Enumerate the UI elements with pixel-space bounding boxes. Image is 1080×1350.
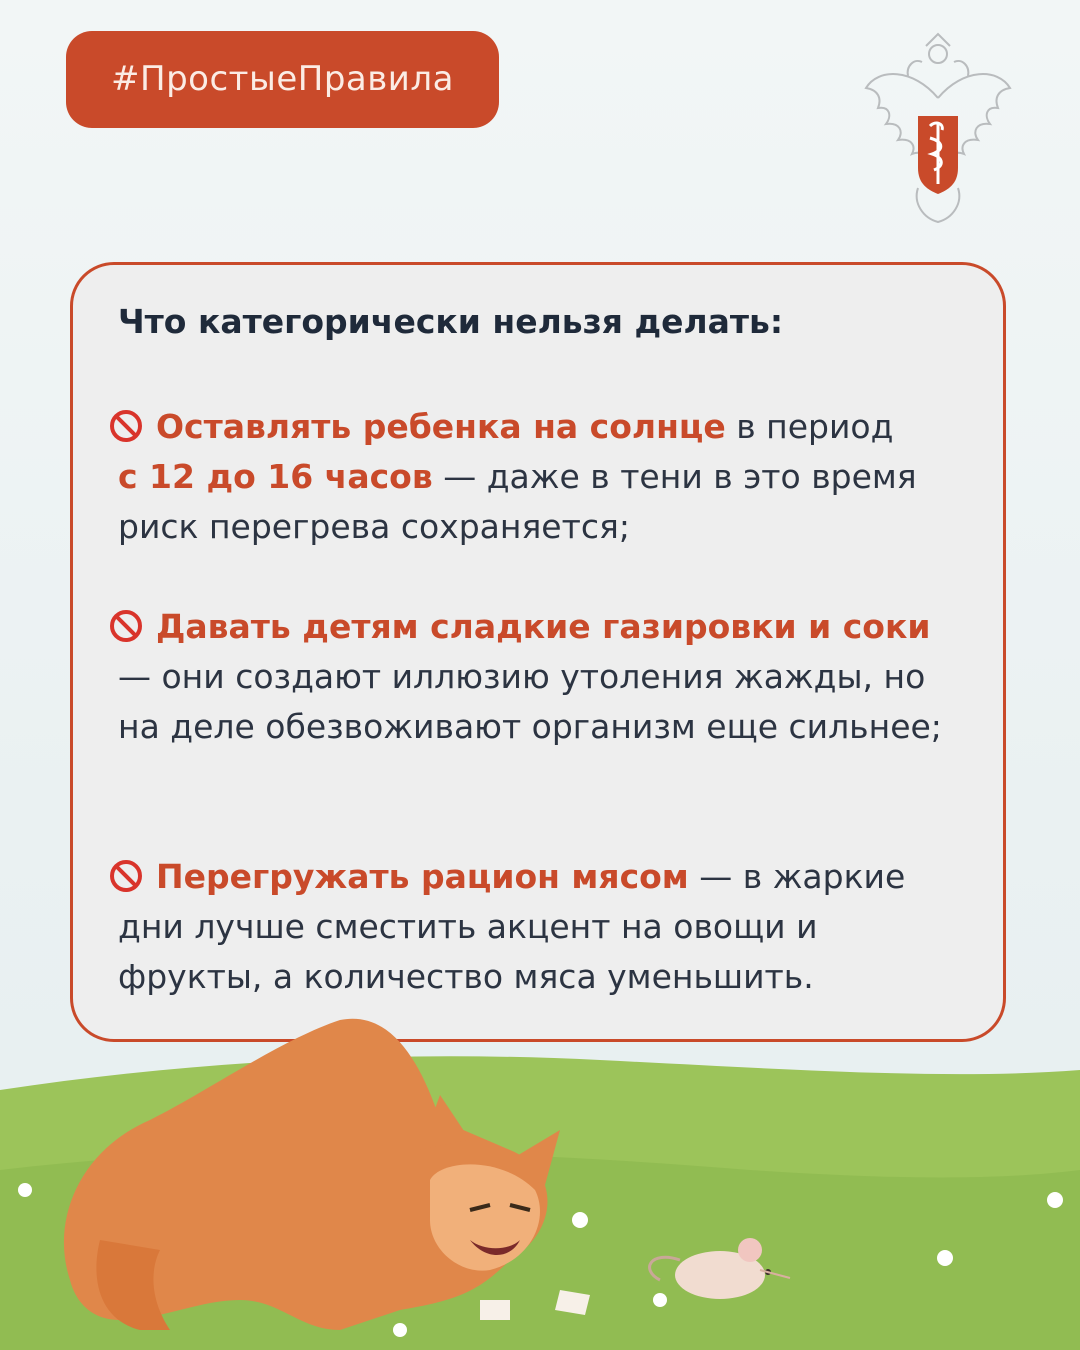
- prohibited-icon: [108, 858, 144, 894]
- mouse-illustration: [640, 1230, 800, 1310]
- rule-highlight: Оставлять ребенка на солнце: [156, 407, 726, 446]
- rule-item-soda: [118, 602, 958, 752]
- card-title: Что категорически нельзя делать:: [118, 302, 784, 341]
- rule-item-meat: [118, 852, 968, 1002]
- rule-highlight: Перегружать рацион мясом: [156, 857, 689, 896]
- prohibited-icon: [108, 608, 144, 644]
- ministry-emblem-icon: [858, 28, 1018, 228]
- hashtag-badge: #ПростыеПравила: [66, 31, 499, 128]
- rule-text: — они создают иллюзию утоления жажды, но на деле обезвоживают организм еще сильнее;: [118, 657, 942, 746]
- rule-item-sun: [118, 402, 978, 552]
- prohibited-icon: [108, 408, 144, 444]
- rule-text: в период: [725, 407, 894, 446]
- rule-text: — в жаркие дни лучше сместить акцент на овощи и фрукты, а количество мяса уменьшить.: [118, 857, 906, 996]
- rule-highlight: Давать детям сладкие газировки и соки: [156, 607, 931, 646]
- rule-highlight: с 12 до 16 часов: [118, 457, 433, 496]
- rule-text: — даже в тени в это время риск перегрева сохраняется;: [118, 457, 917, 546]
- cat-illustration: [40, 1000, 600, 1345]
